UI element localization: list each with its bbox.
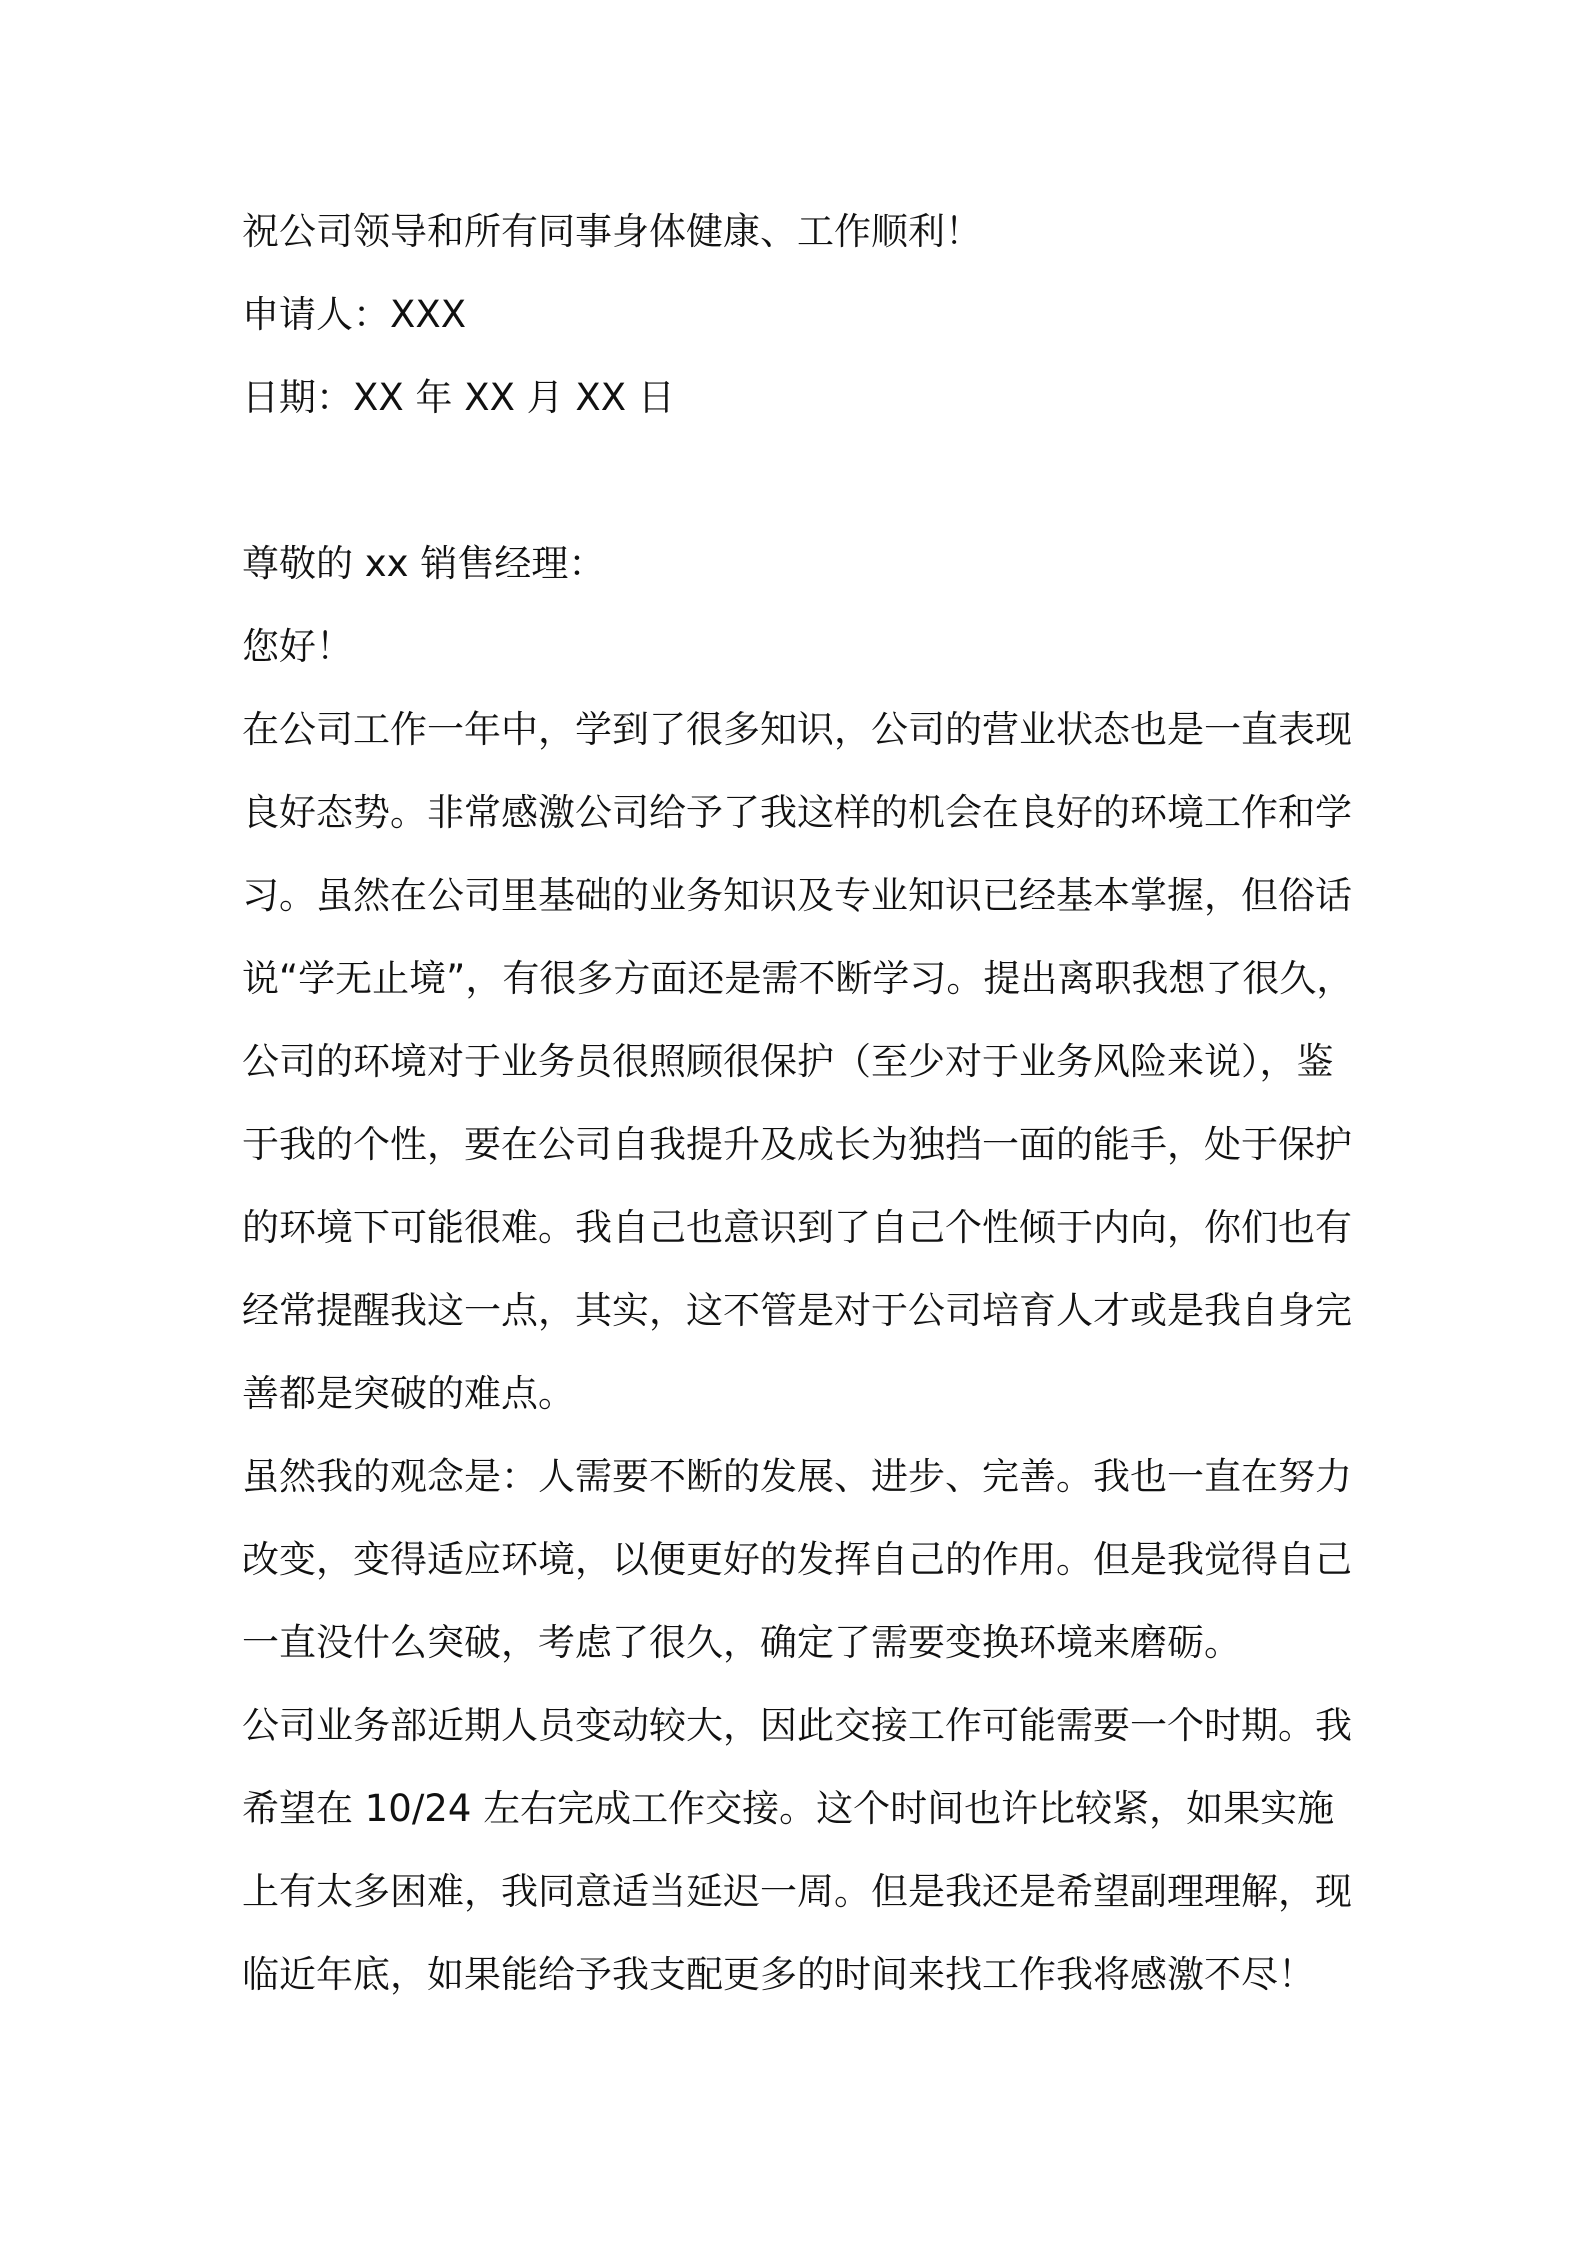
paragraph-line: 在公司工作一年中，学到了很多知识，公司的营业状态也是一直表现: [242, 708, 1352, 751]
paragraph-2: [242, 1435, 1357, 1684]
paragraph-line: 希望在 10/24 左右完成工作交接。这个时间也许比较紧，如果实施: [242, 1787, 1335, 1830]
paragraph-line: 良好态势。非常感激公司给予了我这样的机会在良好的环境工作和学: [242, 791, 1352, 834]
greeting: 您好！: [242, 625, 353, 668]
letter-closing: [242, 190, 1357, 439]
date-line: 日期：XX 年 XX 月 XX 日: [242, 376, 675, 419]
paragraph-line: 上有太多困难，我同意适当延迟一周。但是我还是希望副理理解，现: [242, 1870, 1352, 1913]
paragraph-line: 经常提醒我这一点，其实，这不管是对于公司培育人才或是我自身完: [242, 1289, 1352, 1332]
paragraph-1: [242, 688, 1357, 1435]
paragraph-line: 虽然我的观念是：人需要不断的发展、进步、完善。我也一直在努力: [242, 1455, 1352, 1498]
applicant-line: 申请人：XXX: [242, 293, 467, 336]
paragraph-line: 改变，变得适应环境，以便更好的发挥自己的作用。但是我觉得自己: [242, 1538, 1352, 1581]
paragraph-3: [242, 1684, 1357, 2016]
paragraph-line: 一直没什么突破，考虑了很久，确定了需要变换环境来磨砺。: [242, 1621, 1241, 1664]
closing-wishes: 祝公司领导和所有同事身体健康、工作顺利！: [242, 210, 982, 253]
paragraph-line: 公司的环境对于业务员很照顾很保护（至少对于业务风险来说），鉴: [242, 1040, 1334, 1083]
paragraph-line: 习。虽然在公司里基础的业务知识及专业知识已经基本掌握，但俗话: [242, 874, 1352, 917]
paragraph-line: 善都是突破的难点。: [242, 1372, 575, 1415]
paragraph-line: 临近年底，如果能给予我支配更多的时间来找工作我将感激不尽！: [242, 1953, 1315, 1996]
resignation-letter: [242, 522, 1357, 2016]
paragraph-line: 的环境下可能很难。我自己也意识到了自己个性倾于内向，你们也有: [242, 1206, 1352, 1249]
salutation: 尊敬的 xx 销售经理：: [242, 542, 606, 585]
paragraph-line: 公司业务部近期人员变动较大，因此交接工作可能需要一个时期。我: [242, 1704, 1352, 1747]
paragraph-line: 于我的个性，要在公司自我提升及成长为独挡一面的能手，处于保护: [242, 1123, 1352, 1166]
paragraph-line: 说“学无止境”，有很多方面还是需不断学习。提出离职我想了很久，: [242, 957, 1354, 1000]
